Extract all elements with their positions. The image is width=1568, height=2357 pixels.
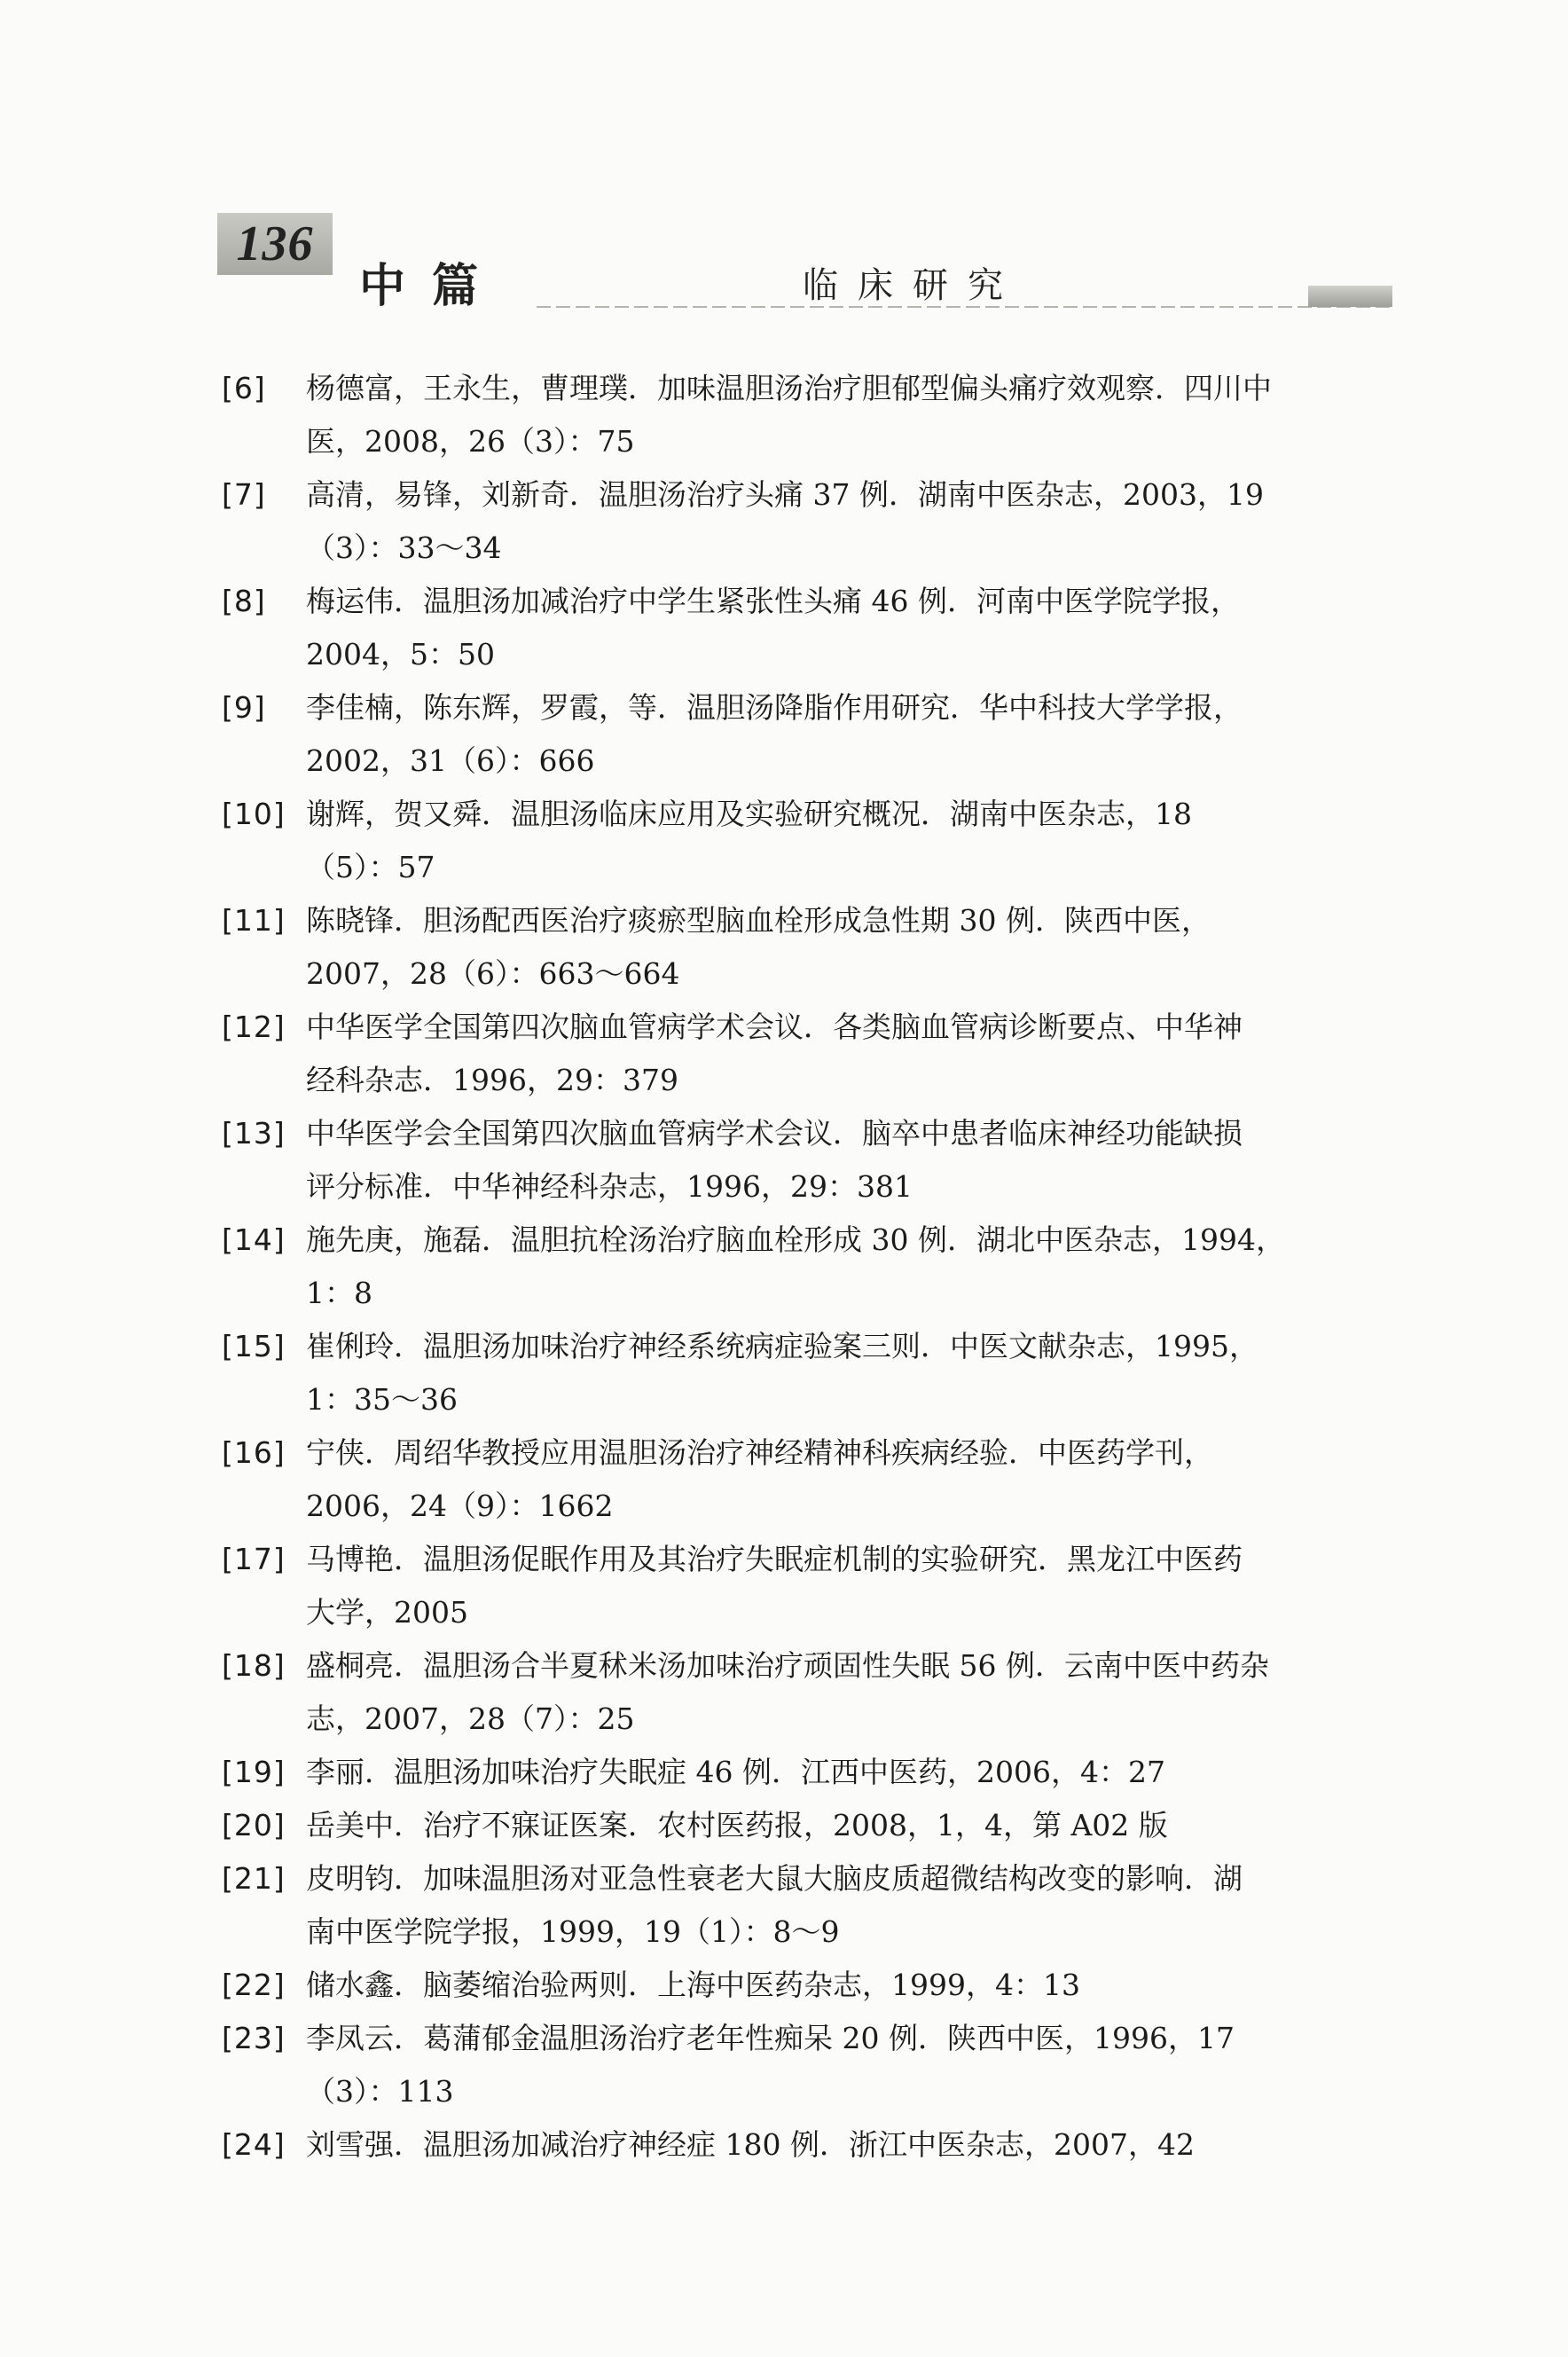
reference-text	[222, 681, 1392, 788]
reference-item	[222, 894, 1392, 1001]
reference-number: [20]	[222, 1808, 286, 1842]
reference-line: 2006，24（9）：1662	[306, 1489, 614, 1523]
header-corner-mark	[1308, 286, 1392, 307]
reference-text	[222, 362, 1392, 468]
reference-item	[222, 788, 1392, 894]
reference-number: [16]	[222, 1435, 286, 1470]
reference-item	[222, 1214, 1392, 1320]
reference-line: 皮明钧．加味温胆汤对亚急性衰老大鼠大脑皮质超微结构改变的影响．湖	[306, 1861, 1243, 1896]
reference-number: [8]	[222, 584, 266, 618]
reference-number: [9]	[222, 690, 266, 725]
reference-line: 宁侠．周绍华教授应用温胆汤治疗神经精神科疾病经验．中医药学刊，	[306, 1435, 1213, 1470]
reference-number: [10]	[222, 797, 286, 831]
reference-text	[222, 2118, 1392, 2172]
reference-line: 2007，28（6）：663～664	[306, 956, 680, 991]
reference-item	[222, 1320, 1392, 1426]
reference-number: [24]	[222, 2127, 286, 2162]
reference-item	[222, 362, 1392, 468]
reference-text	[222, 894, 1392, 1001]
chapter-title: 临床研究	[803, 265, 1023, 306]
reference-text	[222, 788, 1392, 894]
reference-line: 李丽．温胆汤加味治疗失眠症 46 例．江西中医药，2006，4：27	[306, 1755, 1165, 1789]
reference-line: 1：35～36	[306, 1382, 458, 1417]
reference-item	[222, 1746, 1392, 1799]
reference-item	[222, 2118, 1392, 2172]
reference-line: 志，2007，28（7）：25	[306, 1701, 635, 1736]
reference-line: 大学，2005	[306, 1595, 468, 1630]
reference-text	[222, 1959, 1392, 2012]
reference-item	[222, 1639, 1392, 1746]
reference-line: 高清，易锋，刘新奇．温胆汤治疗头痛 37 例．湖南中医杂志，2003，19	[306, 477, 1264, 512]
reference-text	[222, 1426, 1392, 1533]
reference-text	[222, 1320, 1392, 1426]
reference-text	[222, 1533, 1392, 1639]
reference-line: （5）：57	[306, 850, 435, 884]
reference-text	[222, 1107, 1392, 1214]
reference-text	[222, 1214, 1392, 1320]
reference-line: 施先庚，施磊．温胆抗栓汤治疗脑血栓形成 30 例．湖北中医杂志，1994，	[306, 1222, 1285, 1257]
reference-list	[222, 362, 1392, 2172]
reference-line: 储水鑫．脑萎缩治验两则．上海中医药杂志，1999，4：13	[306, 1968, 1080, 2002]
reference-line: 马博艳．温胆汤促眠作用及其治疗失眠症机制的实验研究．黑龙江中医药	[306, 1542, 1243, 1576]
reference-number: [18]	[222, 1648, 286, 1683]
reference-text	[222, 575, 1392, 681]
reference-text	[222, 1852, 1392, 1959]
reference-line: 杨德富，王永生，曹理璞．加味温胆汤治疗胆郁型偏头痛疗效观察．四川中	[306, 371, 1272, 405]
reference-number: [23]	[222, 2021, 286, 2055]
page-number: 136	[217, 213, 333, 275]
reference-item	[222, 2012, 1392, 2118]
reference-item	[222, 1001, 1392, 1107]
reference-item	[222, 468, 1392, 575]
reference-line: 经科杂志．1996，29：379	[306, 1063, 678, 1097]
reference-number: [14]	[222, 1222, 286, 1257]
reference-line: 崔俐玲．温胆汤加味治疗神经系统病症验案三则．中医文献杂志，1995，	[306, 1329, 1258, 1363]
reference-number: [19]	[222, 1755, 286, 1789]
reference-item	[222, 1799, 1392, 1852]
reference-line: 李佳楠，陈东辉，罗霞，等．温胆汤降脂作用研究．华中科技大学学报，	[306, 690, 1243, 725]
reference-text	[222, 468, 1392, 575]
reference-line: 1：8	[306, 1276, 372, 1310]
reference-number: [12]	[222, 1010, 286, 1044]
reference-line: 南中医学院学报，1999，19（1）：8～9	[306, 1914, 840, 1949]
reference-text	[222, 1639, 1392, 1746]
reference-item	[222, 1107, 1392, 1214]
reference-number: [11]	[222, 903, 286, 938]
reference-item	[222, 1426, 1392, 1533]
reference-item	[222, 681, 1392, 788]
reference-line: （3）：113	[306, 2074, 454, 2109]
reference-line: 中华医学会全国第四次脑血管病学术会议．脑卒中患者临床神经功能缺损	[306, 1116, 1243, 1151]
reference-item	[222, 1852, 1392, 1959]
page-header	[0, 0, 1568, 337]
reference-line: 岳美中．治疗不寐证医案．农村医药报，2008，1，4，第 A02 版	[306, 1808, 1168, 1842]
reference-number: [15]	[222, 1329, 286, 1363]
reference-item	[222, 1959, 1392, 2012]
reference-line: 陈晓锋．胆汤配西医治疗痰瘀型脑血栓形成急性期 30 例．陕西中医，	[306, 903, 1211, 938]
reference-number: [7]	[222, 477, 266, 512]
reference-line: （3）：33～34	[306, 530, 502, 565]
header-rule	[537, 306, 1392, 308]
reference-text	[222, 1001, 1392, 1107]
reference-line: 中华医学全国第四次脑血管病学术会议．各类脑血管病诊断要点、中华神	[306, 1010, 1243, 1044]
reference-text	[222, 1799, 1392, 1852]
reference-text	[222, 1746, 1392, 1799]
reference-item	[222, 1533, 1392, 1639]
section-title: 中篇	[359, 260, 506, 313]
reference-line: 2004，5：50	[306, 637, 495, 672]
reference-line: 刘雪强．温胆汤加减治疗神经症 180 例．浙江中医杂志，2007，42	[306, 2127, 1195, 2162]
reference-line: 2002，31（6）：666	[306, 743, 595, 778]
reference-line: 评分标准．中华神经科杂志，1996，29：381	[306, 1169, 913, 1204]
reference-line: 盛桐亮．温胆汤合半夏秫米汤加味治疗顽固性失眠 56 例．云南中医中药杂	[306, 1648, 1269, 1683]
reference-item	[222, 575, 1392, 681]
reference-line: 李凤云．葛蒲郁金温胆汤治疗老年性痴呆 20 例．陕西中医，1996，17	[306, 2021, 1235, 2055]
reference-line: 医，2008，26（3）：75	[306, 424, 635, 459]
reference-number: [13]	[222, 1116, 286, 1151]
reference-number: [22]	[222, 1968, 286, 2002]
reference-line: 梅运伟．温胆汤加减治疗中学生紧张性头痛 46 例．河南中医学院学报，	[306, 584, 1240, 618]
reference-text	[222, 2012, 1392, 2118]
reference-number: [6]	[222, 371, 266, 405]
reference-number: [17]	[222, 1542, 286, 1576]
reference-number: [21]	[222, 1861, 286, 1896]
reference-line: 谢辉，贺又舜．温胆汤临床应用及实验研究概况．湖南中医杂志，18	[306, 797, 1192, 831]
